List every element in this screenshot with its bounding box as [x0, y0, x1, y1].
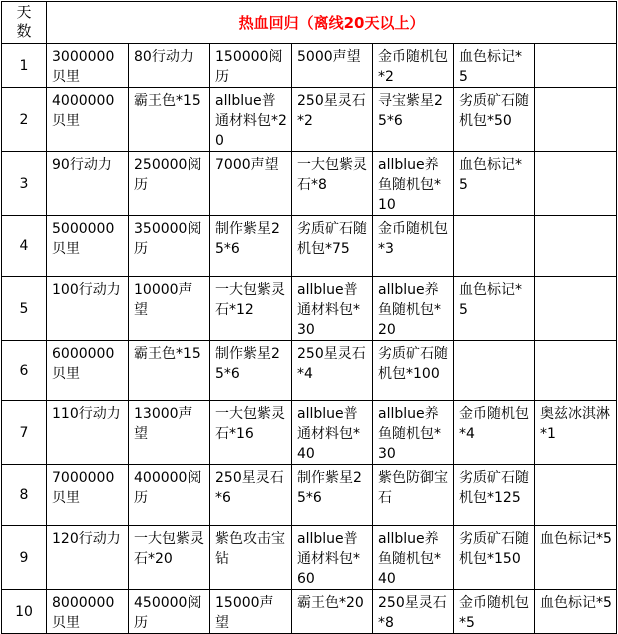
reward-cell: 90行动力 [47, 152, 129, 216]
reward-cell: 劣质矿石随机包*100 [373, 341, 454, 401]
reward-cell: 250000阅历 [129, 152, 210, 216]
reward-cell: 5000000贝里 [47, 216, 129, 277]
reward-cell: 6000000贝里 [47, 341, 129, 401]
day-number: 5 [2, 277, 47, 341]
table-row [2, 526, 617, 590]
reward-cell: 400000阅历 [129, 465, 210, 526]
reward-table [1, 1, 617, 634]
table-row [2, 152, 617, 216]
reward-cell [535, 465, 617, 526]
day-column-header: 天 数 [2, 2, 47, 44]
reward-cell: 奥兹冰淇淋*1 [535, 401, 617, 465]
day-number: 8 [2, 465, 47, 526]
reward-cell: allblue普通材料包*30 [292, 277, 373, 341]
table-row [2, 44, 617, 88]
reward-cell: 7000000贝里 [47, 465, 129, 526]
reward-cell: 250星灵石*4 [292, 341, 373, 401]
table-row [2, 401, 617, 465]
reward-cell: 寻宝紫星25*6 [373, 88, 454, 152]
day-number: 10 [2, 590, 47, 634]
reward-cell: 劣质矿石随机包*75 [292, 216, 373, 277]
reward-cell: 血色标记*5 [535, 526, 617, 590]
day-number: 6 [2, 341, 47, 401]
day-number: 1 [2, 44, 47, 88]
reward-cell [454, 216, 535, 277]
table-row [2, 88, 617, 152]
reward-cell [535, 152, 617, 216]
reward-cell: 血色标记*5 [454, 152, 535, 216]
reward-cell: 250星灵石*6 [210, 465, 292, 526]
reward-cell: allblue普通材料包*20 [210, 88, 292, 152]
reward-cell: 霸王色*15 [129, 88, 210, 152]
reward-cell: allblue养鱼随机包*40 [373, 526, 454, 590]
reward-cell: 劣质矿石随机包*125 [454, 465, 535, 526]
reward-cell [454, 341, 535, 401]
day-number: 7 [2, 401, 47, 465]
reward-cell: 一大包紫灵石*20 [129, 526, 210, 590]
reward-cell: allblue普通材料包*60 [292, 526, 373, 590]
reward-cell: 80行动力 [129, 44, 210, 88]
reward-cell: 血色标记*5 [535, 590, 617, 634]
reward-cell [535, 44, 617, 88]
reward-cell: 霸王色*20 [292, 590, 373, 634]
reward-cell [535, 341, 617, 401]
reward-cell: 霸王色*15 [129, 341, 210, 401]
table-row [2, 277, 617, 341]
reward-cell [535, 277, 617, 341]
reward-cell: 15000声望 [210, 590, 292, 634]
reward-cell: 制作紫星25*6 [210, 341, 292, 401]
table-row [2, 590, 617, 634]
day-number: 9 [2, 526, 47, 590]
reward-cell: 紫色攻击宝钻 [210, 526, 292, 590]
reward-cell: 制作紫星25*6 [292, 465, 373, 526]
reward-cell: 紫色防御宝石 [373, 465, 454, 526]
reward-cell: 10000声望 [129, 277, 210, 341]
reward-cell: 血色标记*5 [454, 277, 535, 341]
table-row [2, 341, 617, 401]
table-title: 热血回归（离线20天以上） [47, 2, 617, 44]
day-number: 2 [2, 88, 47, 152]
reward-cell: allblue养鱼随机包*10 [373, 152, 454, 216]
reward-cell: 120行动力 [47, 526, 129, 590]
reward-cell: 150000阅历 [210, 44, 292, 88]
reward-cell: 5000声望 [292, 44, 373, 88]
table-row [2, 465, 617, 526]
reward-cell: allblue养鱼随机包*20 [373, 277, 454, 341]
reward-cell: 金币随机包*3 [373, 216, 454, 277]
table-row [2, 216, 617, 277]
reward-cell: 250星灵石*2 [292, 88, 373, 152]
reward-cell: 110行动力 [47, 401, 129, 465]
reward-cell: 250星灵石*8 [373, 590, 454, 634]
reward-cell: 血色标记*5 [454, 44, 535, 88]
reward-cell: 3000000贝里 [47, 44, 129, 88]
reward-cell: 13000声望 [129, 401, 210, 465]
reward-cell: allblue养鱼随机包*30 [373, 401, 454, 465]
reward-cell: 制作紫星25*6 [210, 216, 292, 277]
day-number: 4 [2, 216, 47, 277]
reward-cell [535, 88, 617, 152]
reward-cell: 一大包紫灵石*12 [210, 277, 292, 341]
reward-cell: 劣质矿石随机包*50 [454, 88, 535, 152]
reward-cell: 金币随机包*5 [454, 590, 535, 634]
reward-cell: 100行动力 [47, 277, 129, 341]
reward-cell: 一大包紫灵石*8 [292, 152, 373, 216]
reward-cell: allblue普通材料包*40 [292, 401, 373, 465]
reward-cell: 450000阅历 [129, 590, 210, 634]
header-row [2, 2, 617, 44]
reward-cell [535, 216, 617, 277]
reward-cell: 金币随机包*4 [454, 401, 535, 465]
reward-cell: 劣质矿石随机包*150 [454, 526, 535, 590]
reward-cell: 7000声望 [210, 152, 292, 216]
reward-cell: 金币随机包*2 [373, 44, 454, 88]
reward-cell: 350000阅历 [129, 216, 210, 277]
reward-cell: 8000000贝里 [47, 590, 129, 634]
day-number: 3 [2, 152, 47, 216]
reward-cell: 一大包紫灵石*16 [210, 401, 292, 465]
reward-cell: 4000000贝里 [47, 88, 129, 152]
